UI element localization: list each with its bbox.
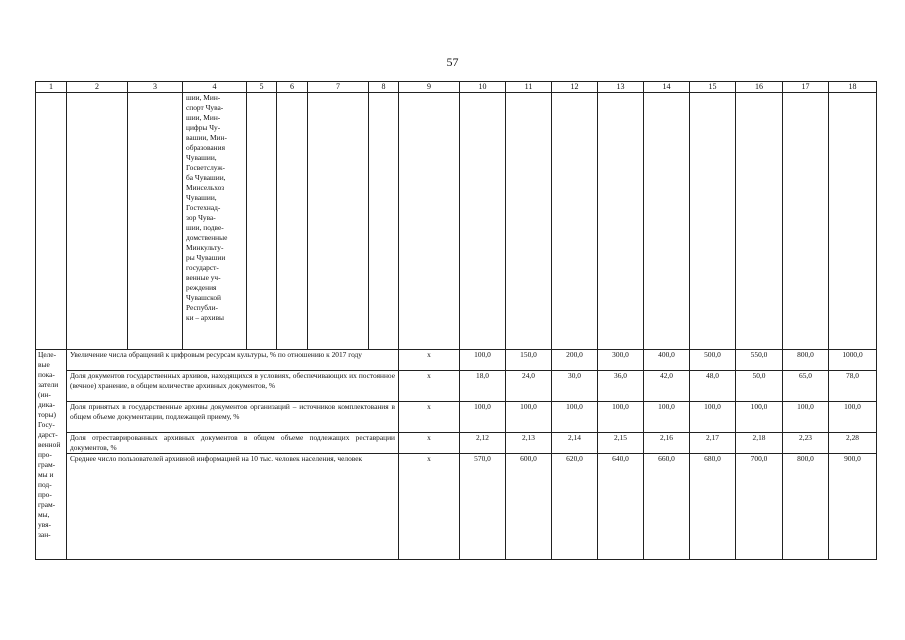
value-cell: 24,0 xyxy=(506,371,552,402)
value-cell: 2,15 xyxy=(598,433,644,454)
value-cell: 30,0 xyxy=(552,371,598,402)
table-cell xyxy=(128,93,183,350)
header-cell: 6 xyxy=(277,82,308,93)
header-cell: 4 xyxy=(183,82,247,93)
value-cell: 2,12 xyxy=(460,433,506,454)
value-cell: 680,0 xyxy=(690,454,736,560)
indicator-cell: Доля документов государственных архивов, находящихся в условиях, обеспечивающих их постоянное (вечное) хранение, в общем количестве архивных документов, % xyxy=(67,371,399,402)
table-cell xyxy=(36,93,67,350)
value-cell: 100,0 xyxy=(598,402,644,433)
value-cell: 2,14 xyxy=(552,433,598,454)
value-cell: x xyxy=(399,454,460,560)
header-cell: 15 xyxy=(690,82,736,93)
header-cell: 16 xyxy=(736,82,783,93)
header-cell: 3 xyxy=(128,82,183,93)
header-cell: 17 xyxy=(783,82,829,93)
table-cell xyxy=(277,93,308,350)
value-cell: x xyxy=(399,350,460,371)
table-cell xyxy=(460,93,506,350)
value-cell: 100,0 xyxy=(736,402,783,433)
value-cell: 42,0 xyxy=(644,371,690,402)
table-cell xyxy=(369,93,399,350)
header-cell: 7 xyxy=(308,82,369,93)
table-cell xyxy=(67,93,128,350)
value-cell: 100,0 xyxy=(460,402,506,433)
value-cell: 100,0 xyxy=(783,402,829,433)
table-cell xyxy=(736,93,783,350)
indicator-cell: Среднее число пользователей архивной информацией на 10 тыс. человек населения, человек xyxy=(67,454,399,560)
value-cell: 2,16 xyxy=(644,433,690,454)
table-cell xyxy=(644,93,690,350)
value-cell: 550,0 xyxy=(736,350,783,371)
table-cell xyxy=(690,93,736,350)
value-cell: x xyxy=(399,371,460,402)
value-cell: 570,0 xyxy=(460,454,506,560)
table-cell xyxy=(399,93,460,350)
header-cell: 18 xyxy=(829,82,877,93)
value-cell: 100,0 xyxy=(552,402,598,433)
table-row xyxy=(36,402,877,433)
value-cell: x xyxy=(399,433,460,454)
value-cell: 100,0 xyxy=(644,402,690,433)
value-cell: 2,17 xyxy=(690,433,736,454)
table-row xyxy=(36,454,877,560)
value-cell: 620,0 xyxy=(552,454,598,560)
continuation-row xyxy=(36,93,877,350)
value-cell: 300,0 xyxy=(598,350,644,371)
table-cell xyxy=(598,93,644,350)
page-number: 57 xyxy=(446,55,459,69)
table-cell xyxy=(829,93,877,350)
value-cell: 50,0 xyxy=(736,371,783,402)
header-cell: 5 xyxy=(247,82,277,93)
value-cell: 2,23 xyxy=(783,433,829,454)
value-cell: 2,18 xyxy=(736,433,783,454)
value-cell: 36,0 xyxy=(598,371,644,402)
value-cell: 100,0 xyxy=(690,402,736,433)
indicator-cell: Увеличение числа обращений к цифровым ресурсам культуры, % по отношению к 2017 году xyxy=(67,350,399,371)
value-cell: 200,0 xyxy=(552,350,598,371)
value-cell: 800,0 xyxy=(783,350,829,371)
indicator-cell: Доля принятых в государственные архивы документов организаций – источников комплектования в общем объеме документации, подлежащей приему, % xyxy=(67,402,399,433)
header-cell: 12 xyxy=(552,82,598,93)
value-cell: 600,0 xyxy=(506,454,552,560)
value-cell: 100,0 xyxy=(460,350,506,371)
value-cell: 65,0 xyxy=(783,371,829,402)
value-cell: 400,0 xyxy=(644,350,690,371)
value-cell: 1000,0 xyxy=(829,350,877,371)
header-cell: 2 xyxy=(67,82,128,93)
value-cell: 2,13 xyxy=(506,433,552,454)
value-cell: 150,0 xyxy=(506,350,552,371)
table-cell xyxy=(247,93,277,350)
value-cell: 500,0 xyxy=(690,350,736,371)
table-cell xyxy=(308,93,369,350)
table-cell xyxy=(783,93,829,350)
header-row xyxy=(36,82,877,93)
table-cell xyxy=(506,93,552,350)
header-cell: 11 xyxy=(506,82,552,93)
value-cell: x xyxy=(399,402,460,433)
side-label-cell: Целе- вые пока- затели (ин- дика- торы) Госу- дарст- венной про- грам- мы и под- про- грам- мы, увя- зан- xyxy=(36,350,67,560)
header-cell: 1 xyxy=(36,82,67,93)
value-cell: 640,0 xyxy=(598,454,644,560)
table-row xyxy=(36,371,877,402)
table-row xyxy=(36,350,877,371)
value-cell: 48,0 xyxy=(690,371,736,402)
value-cell: 78,0 xyxy=(829,371,877,402)
header-cell: 14 xyxy=(644,82,690,93)
indicator-cell: Доля отреставрированных архивных документов в общем объеме подлежащих реставрации документов, % xyxy=(67,433,399,454)
table-row xyxy=(36,433,877,454)
value-cell: 18,0 xyxy=(460,371,506,402)
header-cell: 10 xyxy=(460,82,506,93)
header-cell: 9 xyxy=(399,82,460,93)
header-cell: 13 xyxy=(598,82,644,93)
indicators-table xyxy=(35,81,877,560)
value-cell: 100,0 xyxy=(829,402,877,433)
value-cell: 660,0 xyxy=(644,454,690,560)
value-cell: 2,28 xyxy=(829,433,877,454)
table-cell xyxy=(552,93,598,350)
header-cell: 8 xyxy=(369,82,399,93)
value-cell: 100,0 xyxy=(506,402,552,433)
value-cell: 900,0 xyxy=(829,454,877,560)
executors-cell: шии, Мин- спорт Чува- шии, Мин- цифры Чу- вашии, Мин- образования Чувашии, Госветслуж- ба Чувашии, Минсельхоз Чувашии, Гостехнад- зор Чува- шии, подве- домственные Минкульту- ры Чувашии государст- венные уч- реждения Чувашской Республи- ки – архивы xyxy=(183,93,247,350)
value-cell: 800,0 xyxy=(783,454,829,560)
value-cell: 700,0 xyxy=(736,454,783,560)
